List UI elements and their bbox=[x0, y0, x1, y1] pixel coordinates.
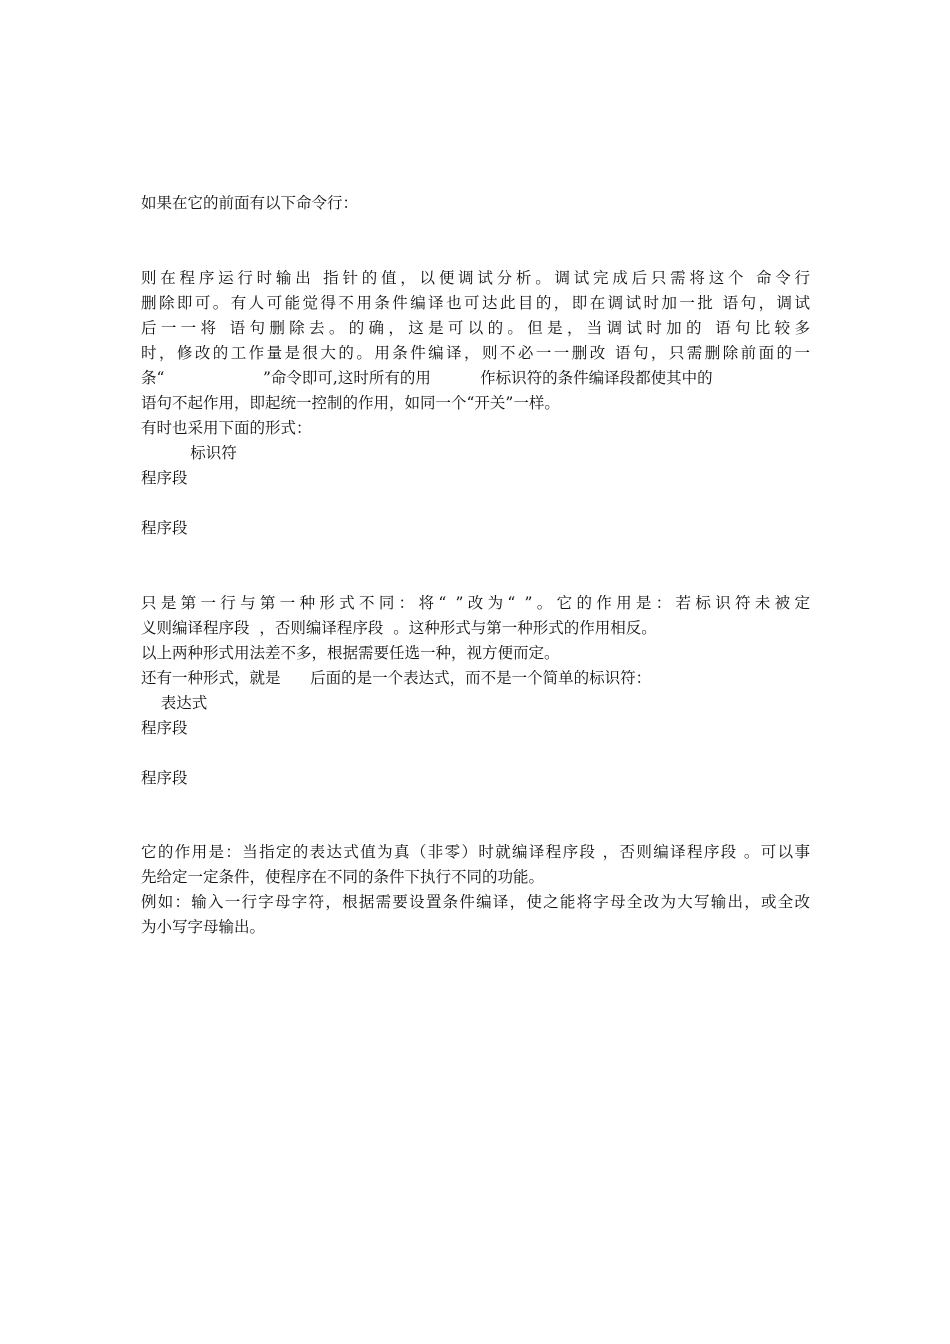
paragraph-line: 后一一将 语句删除去。的确，这是可以的。但是，当调试时加的 语句比较多 bbox=[141, 319, 810, 337]
paragraph-line: 删除即可。有人可能觉得不用条件编译也可达此目的，即在调试时加一批 语句，调试 bbox=[141, 294, 810, 312]
paragraph-line: 有时也采用下面的形式： bbox=[141, 419, 312, 437]
paragraph-line: 以上两种形式用法差不多，根据需要任选一种，视方便而定。 bbox=[141, 644, 560, 662]
code-line: 程序段 bbox=[141, 469, 188, 487]
code-line: 程序段 bbox=[141, 719, 188, 737]
paragraph-line: 如果在它的前面有以下命令行： bbox=[141, 194, 359, 212]
code-line: 表达式 bbox=[141, 694, 208, 712]
code-line: 程序段 bbox=[141, 519, 188, 537]
paragraph-line: 它的作用是：当指定的表达式值为真（非零）时就编译程序段 ，否则编译程序段 。可以事 bbox=[141, 843, 810, 861]
paragraph-line: 为小写字母输出。 bbox=[141, 918, 266, 936]
paragraph-line: 条“ ”命令即可,这时所有的用 作标识符的条件编译段都使其中的 bbox=[141, 369, 713, 387]
paragraph-line: 例如：输入一行字母字符，根据需要设置条件编译，使之能将字母全改为大写输出，或全改 bbox=[141, 893, 810, 911]
code-line: 程序段 bbox=[141, 769, 188, 787]
paragraph-line: 先给定一定条件，使程序在不同的条件下执行不同的功能。 bbox=[141, 868, 545, 886]
paragraph-line: 只是第一行与第一种形式不同：将“ ”改为“ ”。它的作用是：若标识符未被定 bbox=[141, 594, 810, 612]
paragraph-line: 还有一种形式，就是 后面的是一个表达式，而不是一个简单的标识符： bbox=[141, 669, 652, 687]
paragraph-line: 则在程序运行时输出 指针的值，以便调试分析。调试完成后只需将这个 命令行 bbox=[141, 269, 810, 287]
code-line: 标识符 bbox=[141, 444, 237, 462]
paragraph-line: 义则编译程序段 ，否则编译程序段 。这种形式与第一种形式的作用相反。 bbox=[141, 619, 657, 637]
paragraph-line: 时，修改的工作量是很大的。用条件编译，则不必一一删改 语句，只需删除前面的一 bbox=[141, 344, 810, 362]
paragraph-line: 语句不起作用，即起统一控制的作用，如同一个“开关”一样。 bbox=[141, 394, 560, 412]
